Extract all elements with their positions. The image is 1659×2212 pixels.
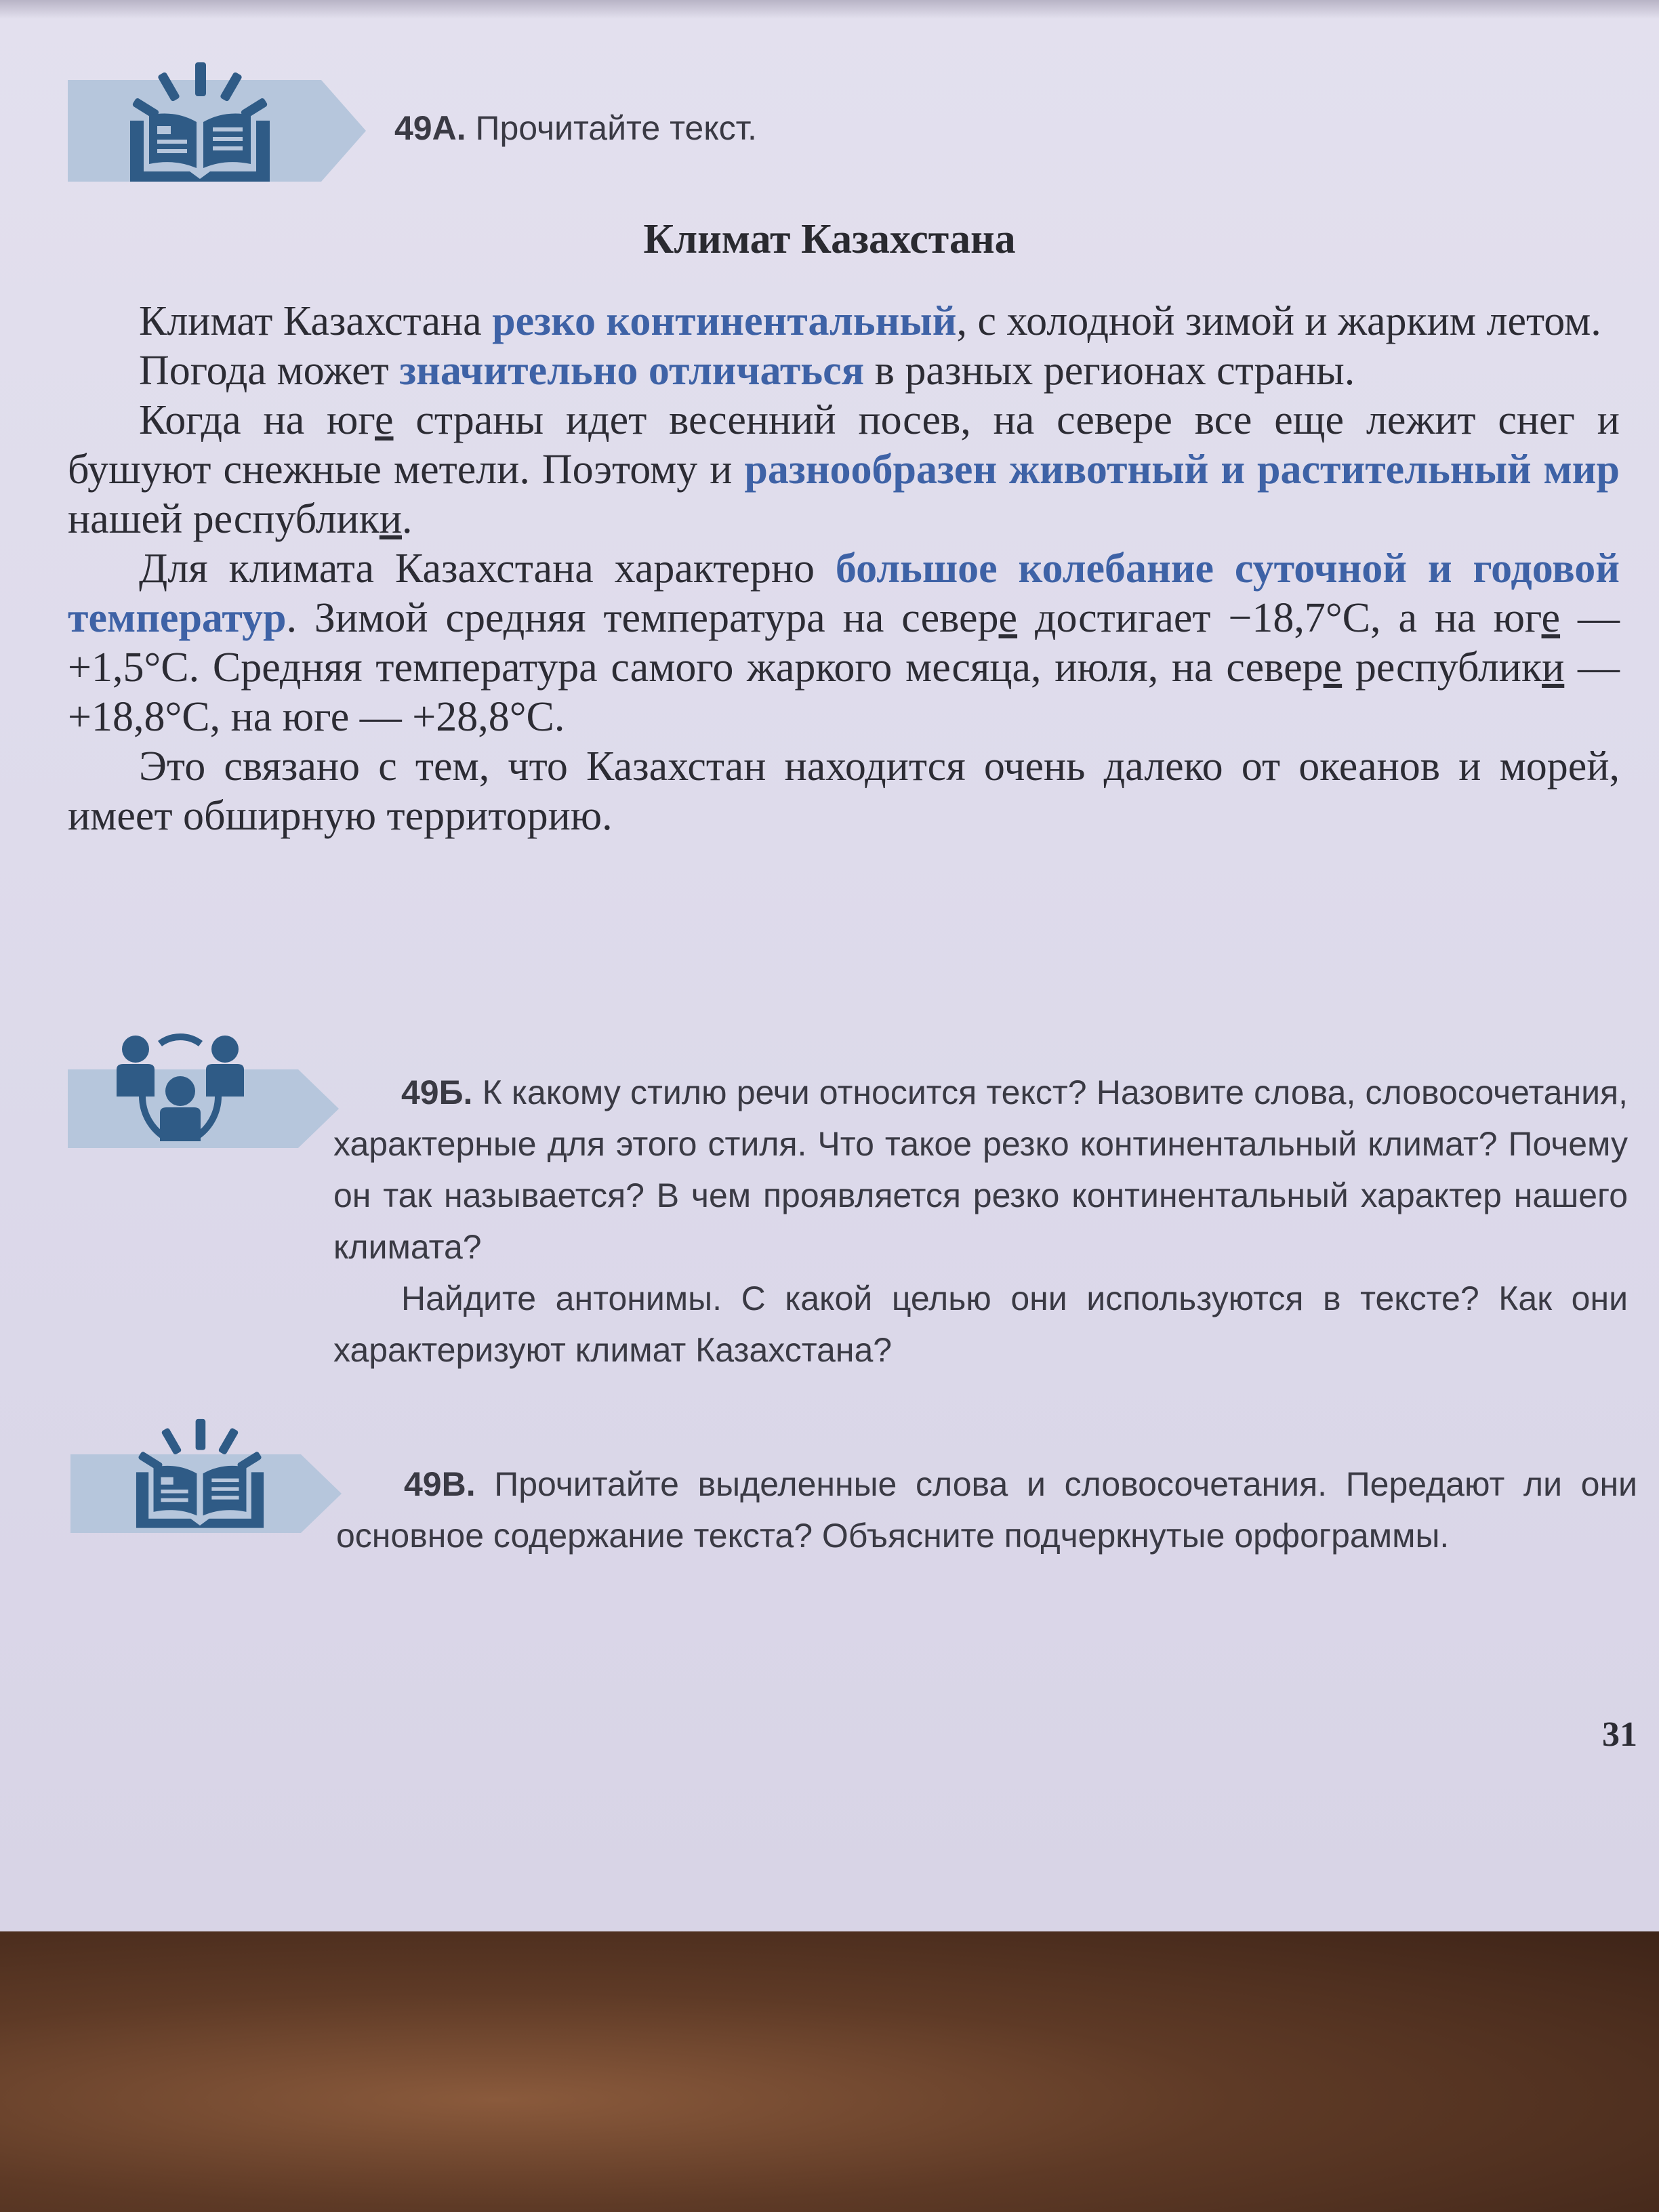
highlighted-phrase: значительно отличаться: [399, 348, 865, 394]
text-run: — +18,8°С, на юге — +28,8°С.: [68, 644, 1620, 740]
text-run: достигает −18,7°С, а на юг: [1017, 595, 1542, 641]
underlined-orthogram: е: [375, 397, 394, 443]
text-run: нашей республик: [68, 496, 380, 542]
text-run: Когда на юг: [139, 397, 375, 443]
page-number: 31: [1602, 1715, 1637, 1754]
highlighted-phrase: резко континентальный: [492, 298, 957, 344]
open-book-icon: [122, 60, 278, 188]
text-run: .: [402, 496, 413, 542]
task-b-text-2: Найдите антонимы. С какой целью они используются в тексте? Как они характеризуют климат Казахстана?: [333, 1279, 1628, 1369]
text-paragraph: [68, 742, 1620, 841]
underlined-orthogram: и: [379, 496, 403, 542]
text-run: республик: [1342, 644, 1542, 691]
text-run: Погода может: [139, 348, 400, 394]
text-run: , с холодной зимой и жарким летом.: [956, 298, 1601, 344]
task-b-number: 49Б.: [401, 1073, 473, 1111]
task-c-text: Прочитайте выделенные слова и словосочетания. Передают ли они основное содержание текста? Объясните подчеркнутые орфограммы.: [336, 1465, 1637, 1555]
text-paragraph: [68, 346, 1620, 396]
highlighted-phrase: большое колебание суточной и годовой температур: [68, 546, 1620, 641]
task-c-number: 49В.: [404, 1465, 476, 1503]
underlined-orthogram: е: [1541, 595, 1561, 641]
task-a-instruction: Прочитайте текст.: [475, 109, 757, 147]
task-c: [336, 1458, 1637, 1561]
reading-text: [68, 297, 1620, 841]
text-paragraph: [68, 297, 1620, 346]
task-b-text-1: К какому стилю речи относится текст? Назовите слова, словосочетания, характерные для этого стиля. Что такое резко континентальный климат? Почему он так называется? В чем проявляется резко континентальный характер нашего климата?: [333, 1073, 1628, 1266]
text-run: . Зимой средняя температура на север: [286, 595, 999, 641]
underlined-orthogram: и: [1542, 644, 1565, 691]
text-run: Климат Казахстана: [139, 298, 493, 344]
underlined-orthogram: е: [998, 595, 1018, 641]
highlighted-phrase: разнообразен животный и растительный мир: [744, 447, 1620, 493]
text-paragraph: [68, 544, 1620, 742]
text-run: страны идет весенний посев, на севере все еще лежит снег и бушуют снежные метели. Поэтому и: [68, 397, 1620, 493]
previous-page-edge: [0, 0, 1659, 19]
text-run: в разных регионах страны.: [864, 348, 1355, 394]
text-title: Климат Казахстана: [643, 216, 1016, 262]
text-run: Для климата Казахстана характерно: [139, 546, 836, 592]
task-a-number: 49А.: [394, 109, 466, 147]
task-b: [333, 1067, 1628, 1376]
text-run: Это связано с тем, что Казахстан находится очень далеко от океанов и морей, имеет обширную территорию.: [68, 743, 1620, 839]
table-surface: [0, 1931, 1659, 2212]
text-paragraph: [68, 396, 1620, 544]
task-a-header: [394, 108, 757, 148]
underlined-orthogram: е: [1323, 644, 1343, 691]
text-run: — +1,5°С. Средняя температура самого жаркого месяца, июля, на север: [68, 595, 1620, 691]
group-discussion-icon: [108, 1029, 251, 1151]
open-book-icon: [129, 1411, 271, 1540]
